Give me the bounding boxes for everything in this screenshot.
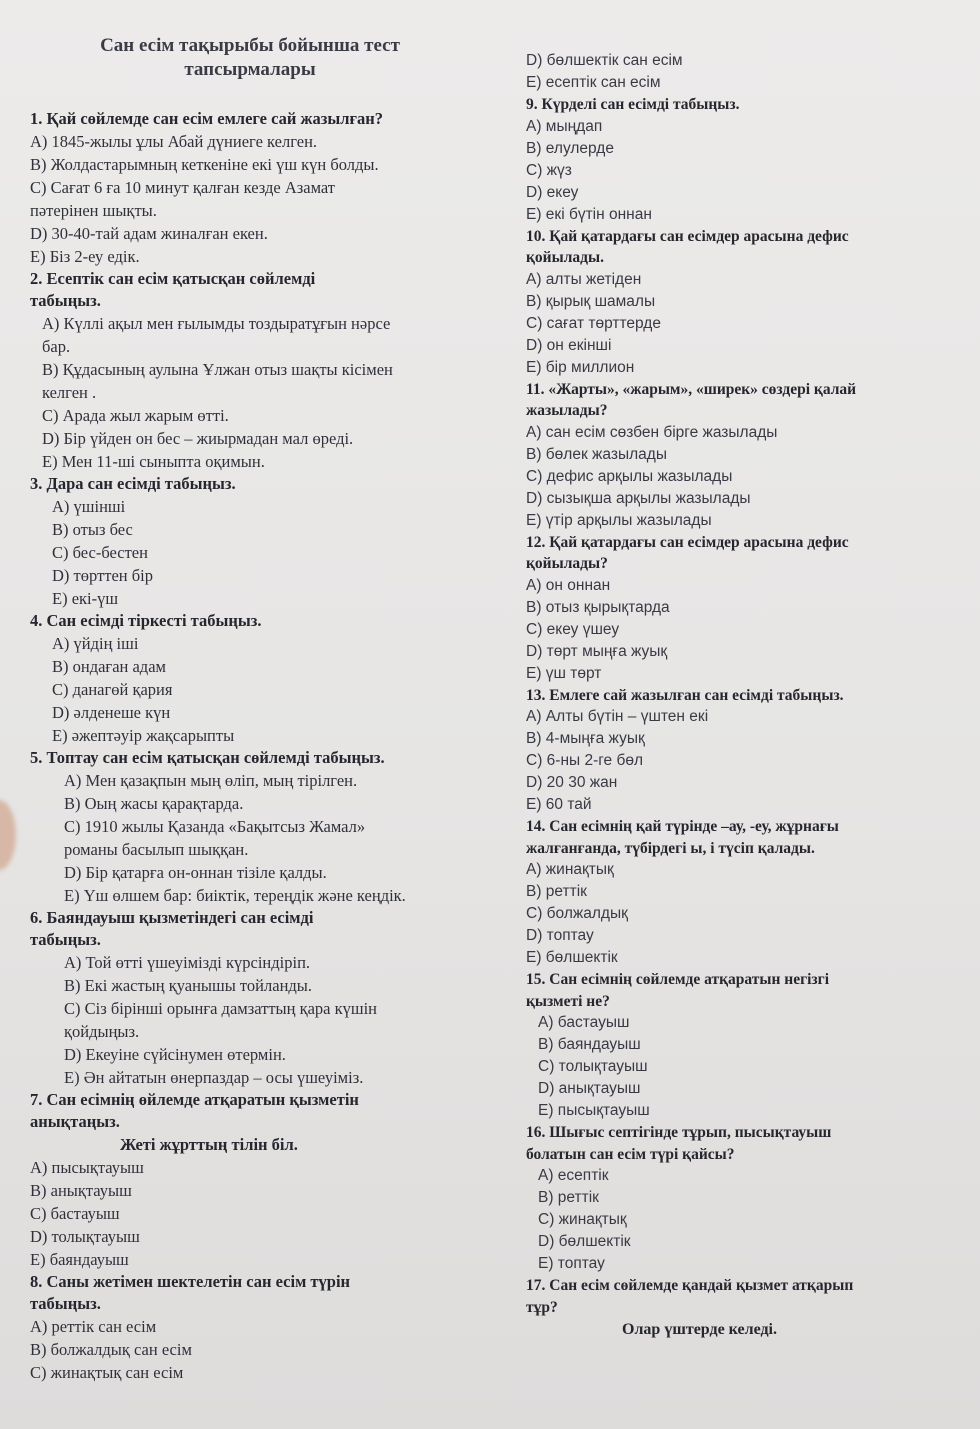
finger-shadow: [0, 800, 16, 870]
option-line: C) болжалдық: [526, 905, 628, 922]
option-line: C) бес-бестен: [52, 543, 148, 562]
question-text-cont: қойылады?: [526, 555, 608, 572]
question-text: 13. Емлеге сай жазылған сан есімді табыңыз.: [526, 686, 844, 704]
question-text: 16. Шығыс септігінде тұрып, пысықтауыш: [526, 1124, 832, 1141]
option-line: бар.: [42, 337, 71, 356]
option-line: пәтерінен шықты.: [30, 201, 157, 220]
option-line: A) 1845-жылы ұлы Абай дүниеге келген.: [30, 132, 318, 151]
option-line: D) әлденеше күн: [52, 703, 171, 722]
question-text: 8. Саны жетімен шектелетін сан есім түрін: [30, 1272, 351, 1291]
question-text-cont: анықтаңыз.: [30, 1112, 120, 1131]
question-text-cont: жалғанғанда, түбірдегі ы, і түсіп қалады.: [526, 839, 815, 857]
question-block: [526, 226, 976, 379]
question-block: [526, 94, 976, 226]
option-line: D) топтау: [526, 927, 594, 944]
option-line: C) бастауыш: [30, 1204, 120, 1223]
example-sentence: Олар үштерде келеді.: [622, 1321, 777, 1338]
option-line: D) бөлшектік сан есім: [526, 52, 683, 69]
question-text: 15. Сан есімнің сөйлемде атқаратын негізгі: [526, 971, 830, 988]
question-block: [526, 379, 976, 532]
question-block: [526, 1122, 976, 1275]
option-line: B) отыз қырықтарда: [526, 598, 670, 616]
question-block: [30, 610, 500, 747]
question-block: [30, 473, 500, 610]
option-line: D) екеу: [526, 183, 579, 201]
question-block: [30, 1089, 500, 1271]
question-text: 9. Күрделі сан есімді табыңыз.: [526, 96, 740, 113]
option-line: D) 20 30 жан: [526, 774, 618, 791]
question-text: 7. Сан есімнің өйлемде атқаратын қызметін: [30, 1090, 359, 1109]
option-line: A) он оннан: [526, 576, 611, 594]
question-text: 12. Қай қатардағы сан есімдер арасына дефис: [526, 533, 849, 551]
option-line: B) Екі жастың қуанышы тойланды.: [64, 976, 312, 995]
option-line: D) 30-40-тай адам жиналған екен.: [30, 224, 268, 243]
option-line: D) төрттен бір: [52, 566, 153, 585]
title-line-1: Сан есім тақырыбы бойынша тест: [100, 35, 400, 56]
option-line: A) Алты бүтін – үштен екі: [526, 708, 709, 725]
question-text-cont: қызметі не?: [526, 992, 610, 1010]
option-line: A) сан есім сөзбен бірге жазылады: [526, 423, 778, 441]
option-line: A) бастауыш: [538, 1014, 630, 1031]
question-text: 14. Сан есімнің қай түрінде –ау, -еу, жұрнағы: [526, 818, 839, 835]
question-text: 6. Баяндауыш қызметіндегі сан есімді: [30, 908, 314, 927]
option-line: E) үш төрт: [526, 664, 602, 682]
option-line: E) пысықтауыш: [538, 1102, 650, 1119]
option-line: E) Үш өлшем бар: биіктік, тереңдік және кеңдік.: [64, 886, 406, 905]
option-line: D) сызықша арқылы жазылады: [526, 489, 751, 507]
option-line: C) дефис арқылы жазылады: [526, 467, 733, 485]
question-text-cont: жазылады?: [526, 402, 608, 419]
option-line: E) әжептәуір жақсарыпты: [52, 726, 235, 745]
title-line-2: тапсырмалары: [184, 59, 316, 80]
option-line: қойдыңыз.: [64, 1022, 140, 1041]
option-line: B) бөлек жазылады: [526, 445, 667, 463]
option-line: B) реттік: [538, 1189, 599, 1206]
question-block: [526, 532, 976, 685]
option-line: D) Екеуіне сүйсінумен өтермін.: [64, 1045, 286, 1064]
question-block: [526, 1275, 976, 1342]
question-text: 17. Сан есім сөйлемде қандай қызмет атқарып: [526, 1277, 854, 1294]
option-line: A) пысықтауыш: [30, 1158, 144, 1177]
option-line: E) топтау: [538, 1255, 605, 1272]
option-line: D) он екінші: [526, 336, 612, 354]
option-line: E) үтір арқылы жазылады: [526, 511, 712, 529]
question-text: 5. Топтау сан есім қатысқан сөйлемді табыңыз.: [30, 748, 385, 767]
option-line: E) 60 тай: [526, 796, 592, 813]
option-line: B) қырық шамалы: [526, 292, 656, 310]
option-line: C) жинақтық сан есім: [30, 1363, 184, 1382]
question-block: [526, 816, 976, 969]
option-line: A) реттік сан есім: [30, 1317, 157, 1336]
option-line: D) Бір қатарға он-оннан тізіле қалды.: [64, 863, 327, 882]
option-line: A) мыңдап: [526, 117, 603, 135]
option-line: A) үшінші: [52, 497, 126, 516]
option-line: A) жинақтық: [526, 861, 614, 878]
option-line: B) Оың жасы қарақтарда.: [64, 794, 244, 813]
question-text: 3. Дара сан есімді табыңыз.: [30, 474, 236, 493]
option-line: B) 4-мыңға жуық: [526, 730, 645, 747]
option-line: B) елулерде: [526, 139, 614, 157]
question-text-cont: табыңыз.: [30, 930, 101, 949]
option-line: A) Күллі ақыл мен ғылымды тоздыратұғын нәрсе: [42, 314, 391, 333]
question-text-cont: тұр?: [526, 1298, 558, 1316]
option-line: B) Жолдастарымның кеткеніне екі үш күн болды.: [30, 155, 379, 174]
option-line: B) реттік: [526, 883, 587, 900]
option-line: келген .: [42, 383, 97, 402]
page-title: [30, 34, 500, 82]
question-block: [30, 907, 500, 1089]
option-line: A) үйдің іші: [52, 634, 139, 653]
option-line: C) Сағат 6 ға 10 минут қалған кезде Азамат: [30, 178, 336, 197]
question-block: [30, 747, 500, 907]
option-line: C) Арада жыл жарым өтті.: [42, 406, 229, 425]
option-line: C) сағат төрттерде: [526, 314, 661, 332]
option-line: B) анықтауыш: [30, 1181, 132, 1200]
question-text: 1. Қай сөйлемде сан есім емлеге сай жазылған?: [30, 109, 384, 128]
option-line: D) толықтауыш: [30, 1227, 140, 1246]
option-line: D) анықтауыш: [538, 1080, 641, 1097]
question-text-cont: болатын сан есім түрі қайсы?: [526, 1145, 735, 1163]
option-line: B) болжалдық сан есім: [30, 1340, 192, 1359]
question-block: [30, 268, 500, 473]
option-line: C) толықтауыш: [538, 1058, 648, 1075]
right-column: [526, 50, 976, 1342]
option-line: E) екі бүтін оннан: [526, 205, 652, 223]
option-line: B) Құдасының аулына Ұлжан отыз шақты кісімен: [42, 360, 393, 379]
option-line: E) екі-үш: [52, 589, 119, 608]
question-text: 10. Қай қатардағы сан есімдер арасына дефис: [526, 227, 849, 245]
option-line: E) бір миллион: [526, 358, 635, 376]
option-line: C) данагөй қария: [52, 680, 173, 699]
option-line: E) бөлшектік: [526, 949, 618, 966]
question-block: [30, 108, 500, 268]
example-sentence: Жеті жұрттың тілін біл.: [120, 1135, 298, 1154]
option-line: E) Мен 11-ші сыныпта оқимын.: [42, 452, 265, 471]
option-line: B) отыз бес: [52, 520, 133, 539]
option-line: A) алты жетіден: [526, 270, 642, 288]
question-block: [526, 969, 976, 1122]
question-text-cont: табыңыз.: [30, 1294, 101, 1313]
option-line: C) екеу үшеу: [526, 620, 620, 638]
option-line: C) жинақтық: [538, 1211, 627, 1228]
option-line: B) баяндауыш: [538, 1036, 641, 1053]
option-line: D) бөлшектік: [538, 1233, 631, 1250]
option-line: B) ондаған адам: [52, 657, 166, 676]
question-block: [526, 685, 976, 817]
option-line: C) 1910 жылы Қазанда «Бақытсыз Жамал»: [64, 817, 366, 836]
question-text: 2. Есептік сан есім қатысқан сөйлемді: [30, 269, 316, 288]
option-line: A) Мен қазақпын мың өліп, мың тірілген.: [64, 771, 358, 790]
option-line: E) Біз 2-еу едік.: [30, 247, 140, 266]
option-line: C) 6-ны 2-ге бөл: [526, 752, 644, 769]
question-text-cont: қойылады.: [526, 249, 604, 266]
left-column: [30, 0, 500, 1384]
option-line: A) есептік: [538, 1167, 609, 1184]
option-line: C) Сіз бірінші орынға дамзаттың қара күшін: [64, 999, 378, 1018]
question-text-cont: табыңыз.: [30, 291, 101, 310]
option-line: E) Ән айтатын өнерпаздар – осы үшеуіміз.: [64, 1068, 364, 1087]
option-line: D) Бір үйден он бес – жиырмадан мал өреді.: [42, 429, 354, 448]
option-line: D) төрт мыңға жуық: [526, 642, 668, 660]
option-line: E) есептік сан есім: [526, 74, 661, 91]
question-text: 4. Сан есімді тіркесті табыңыз.: [30, 611, 262, 630]
option-line: C) жүз: [526, 161, 572, 179]
question-text: 11. «Жарты», «жарым», «ширек» сөздері қалай: [526, 380, 857, 398]
option-line: E) баяндауыш: [30, 1250, 129, 1269]
question-block: [30, 1271, 500, 1384]
option-line: романы басылып шыққан.: [64, 840, 249, 859]
option-line: A) Той өтті үшеуімізді күрсіндіріп.: [64, 953, 311, 972]
